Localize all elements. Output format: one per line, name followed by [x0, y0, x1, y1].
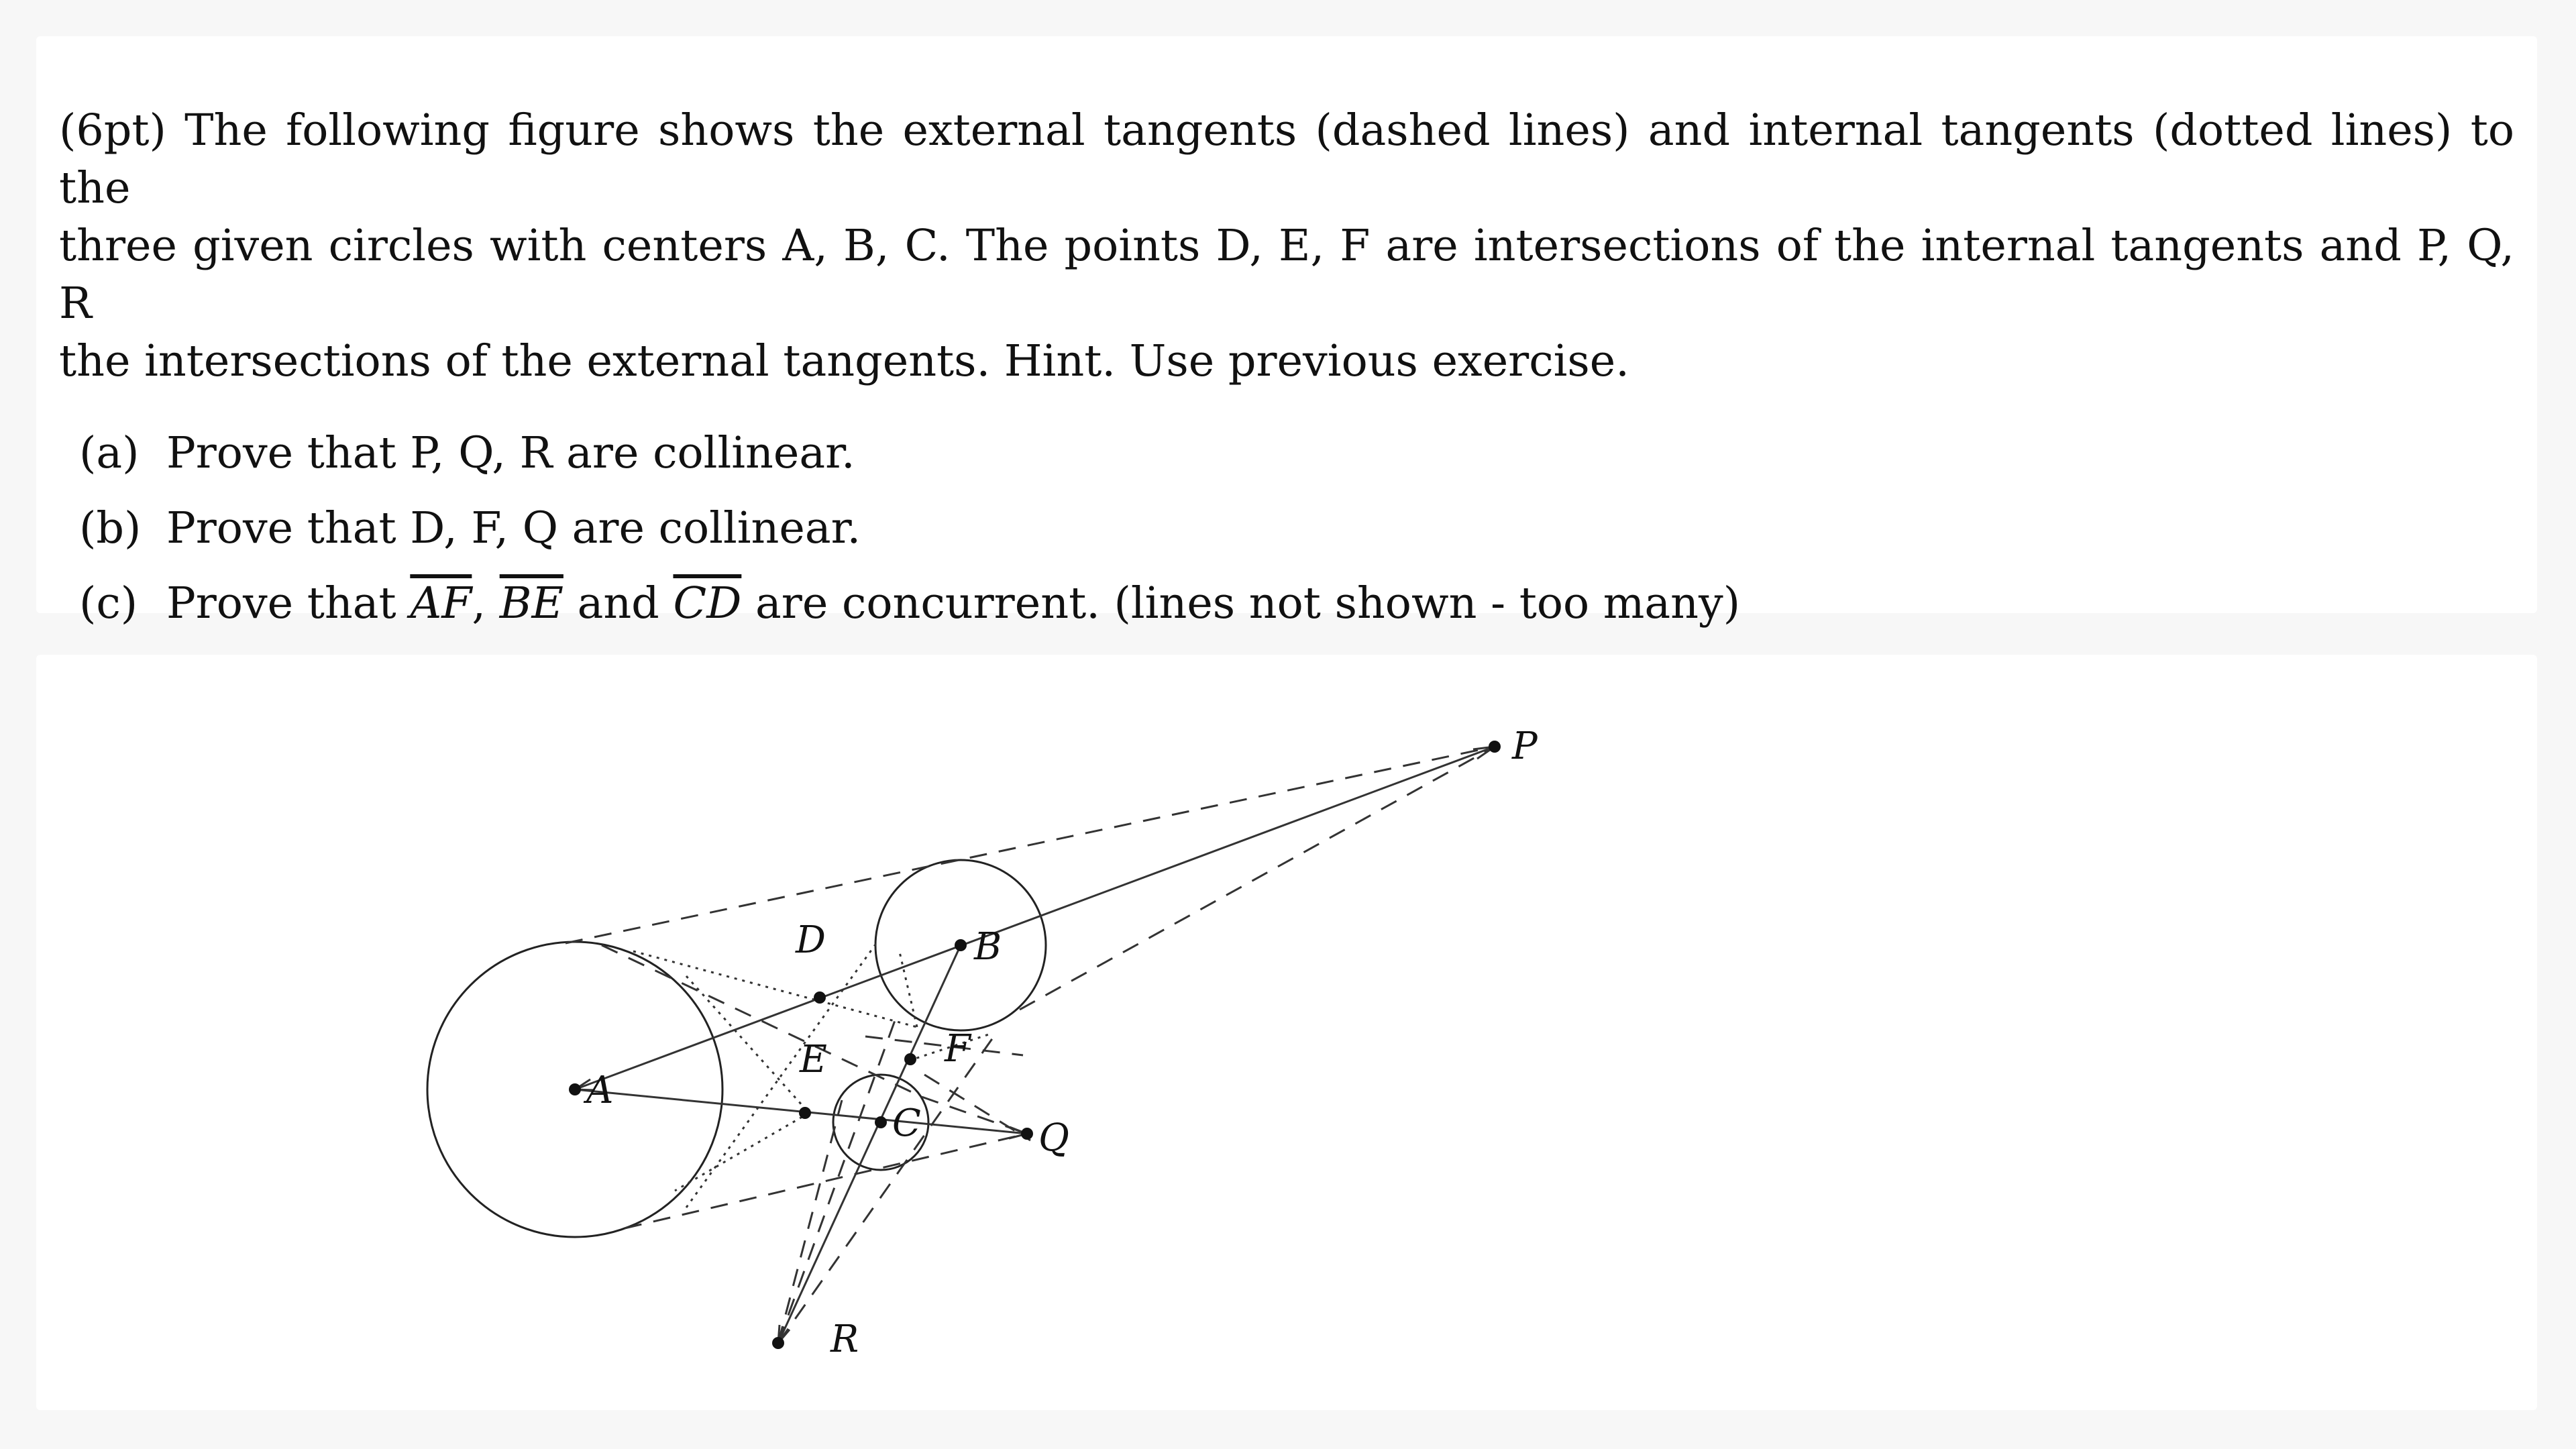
label-e: E: [800, 1038, 827, 1081]
point-q: [1021, 1128, 1033, 1140]
label-p: P: [1512, 724, 1538, 768]
sub-question-label: (b): [79, 503, 142, 553]
sub-question-text: Prove that P, Q, R are collinear.: [166, 428, 855, 478]
center-lines: [575, 747, 1495, 1343]
figure-card: [36, 655, 2537, 1410]
point-p: [1489, 741, 1501, 753]
point-f: [904, 1053, 916, 1065]
label-c: C: [892, 1102, 921, 1145]
point-d: [814, 991, 826, 1004]
problem-statement: [59, 102, 2514, 390]
point-c: [875, 1116, 887, 1128]
point-b: [955, 939, 967, 951]
label-q: Q: [1038, 1116, 1069, 1160]
external-tangents: [566, 747, 1495, 1343]
statement-line-1: (6pt) The following figure shows the external tangents (dashed lines) and internal tangents (dotted lines) to the: [59, 105, 2514, 213]
sub-question-label: (c): [79, 578, 138, 629]
segment-be: $\overline{BE}$: [499, 578, 564, 629]
label-r: R: [830, 1318, 859, 1361]
sub-question-label: (a): [79, 428, 140, 478]
sub-question-c: [59, 566, 2514, 641]
segment-cd: $\overline{CD}$: [673, 578, 742, 629]
sub-question-b: [59, 491, 2514, 566]
point-a: [569, 1083, 581, 1095]
sub-question-text: Prove that D, F, Q are collinear.: [166, 503, 861, 553]
sub-question-a: [59, 416, 2514, 491]
tangent-circles-figure: [36, 655, 2537, 1410]
statement-line-3: the intersections of the external tangents. Hint. Use previous exercise.: [59, 336, 1629, 386]
point-e: [799, 1107, 811, 1119]
point-labels: [583, 724, 1538, 1361]
segment-af: $\overline{AF}$: [410, 578, 472, 629]
point-r: [772, 1337, 784, 1349]
statement-line-2: three given circles with centers A, B, C. The points D, E, F are intersections of the internal tangents and P, Q, R: [59, 221, 2514, 329]
label-b: B: [974, 925, 1002, 969]
sub-questions: [59, 416, 2514, 641]
label-d: D: [796, 918, 826, 962]
label-a: A: [586, 1069, 614, 1112]
sub-question-text: Prove that $\overline{AF}$, $\overline{BE}$ and $\overline{CD}$ are concurrent. (lines not shown - too many): [166, 578, 1741, 629]
label-f: F: [945, 1027, 971, 1071]
problem-card: [36, 36, 2537, 629]
points: [569, 741, 1501, 1349]
